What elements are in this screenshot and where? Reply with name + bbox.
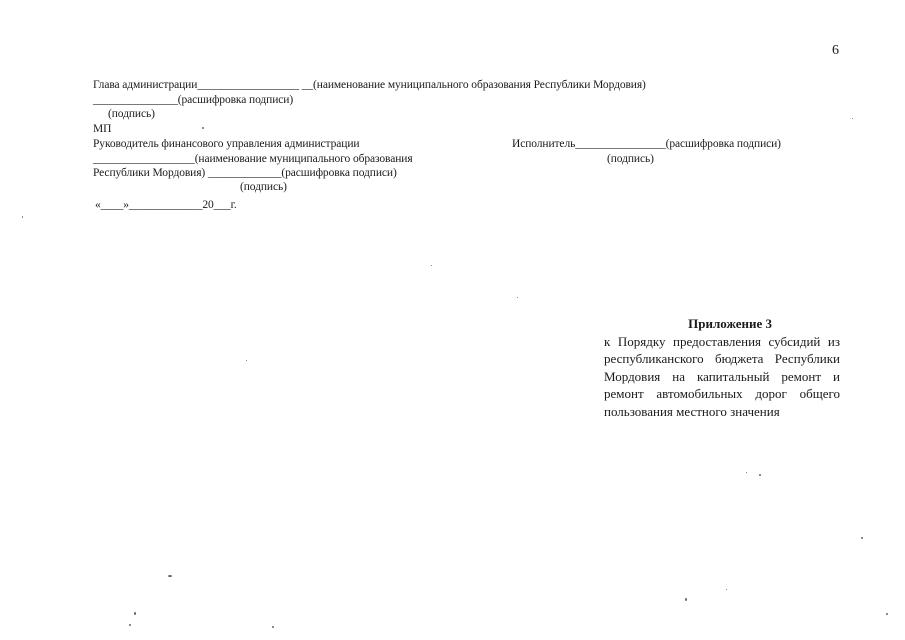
appendix-block xyxy=(604,315,840,421)
scan-speck xyxy=(202,127,204,129)
scan-speck xyxy=(431,265,432,266)
scan-speck xyxy=(129,624,131,626)
scan-speck xyxy=(517,297,518,298)
signature-caption: (подпись) xyxy=(108,108,155,120)
finance-head-line: Руководитель финансового управления администрации xyxy=(93,138,360,150)
page-number: 6 xyxy=(832,43,839,58)
scan-speck xyxy=(886,613,888,615)
municipality-name-line: __________________(наименование муниципального образования xyxy=(93,153,413,165)
appendix-title: Приложение 3 xyxy=(688,316,772,331)
seal-mark: МП xyxy=(93,123,112,135)
scan-speck xyxy=(168,575,172,577)
scan-speck xyxy=(852,118,853,119)
head-of-administration-line: Глава администрации__________________ __(наименование муниципального образования Республики Мордовия) xyxy=(93,79,646,91)
scan-speck xyxy=(134,612,136,615)
scan-speck xyxy=(246,360,247,361)
scan-speck xyxy=(726,589,727,590)
scan-speck xyxy=(272,626,274,628)
signature-caption-2: (подпись) xyxy=(240,181,287,193)
date-line: «____»_____________20___г. xyxy=(95,199,237,211)
executor-line: Исполнитель________________(расшифровка подписи) xyxy=(512,138,781,150)
appendix-body: к Порядку предоставления субсидий из республиканского бюджета Республики Мордовия на капитальный ремонт и ремонт автомобильных дорог общего пользования местного значения xyxy=(604,333,840,419)
scan-speck xyxy=(22,216,23,218)
executor-signature-caption: (подпись) xyxy=(607,153,654,165)
scan-speck xyxy=(746,472,747,473)
scan-speck xyxy=(685,598,687,601)
scan-speck xyxy=(861,537,863,539)
scan-speck xyxy=(759,474,761,476)
republic-signature-line: Республики Мордовия) _____________(расшифровка подписи) xyxy=(93,167,397,179)
signature-decoding-line: _______________(расшифровка подписи) xyxy=(93,94,294,106)
